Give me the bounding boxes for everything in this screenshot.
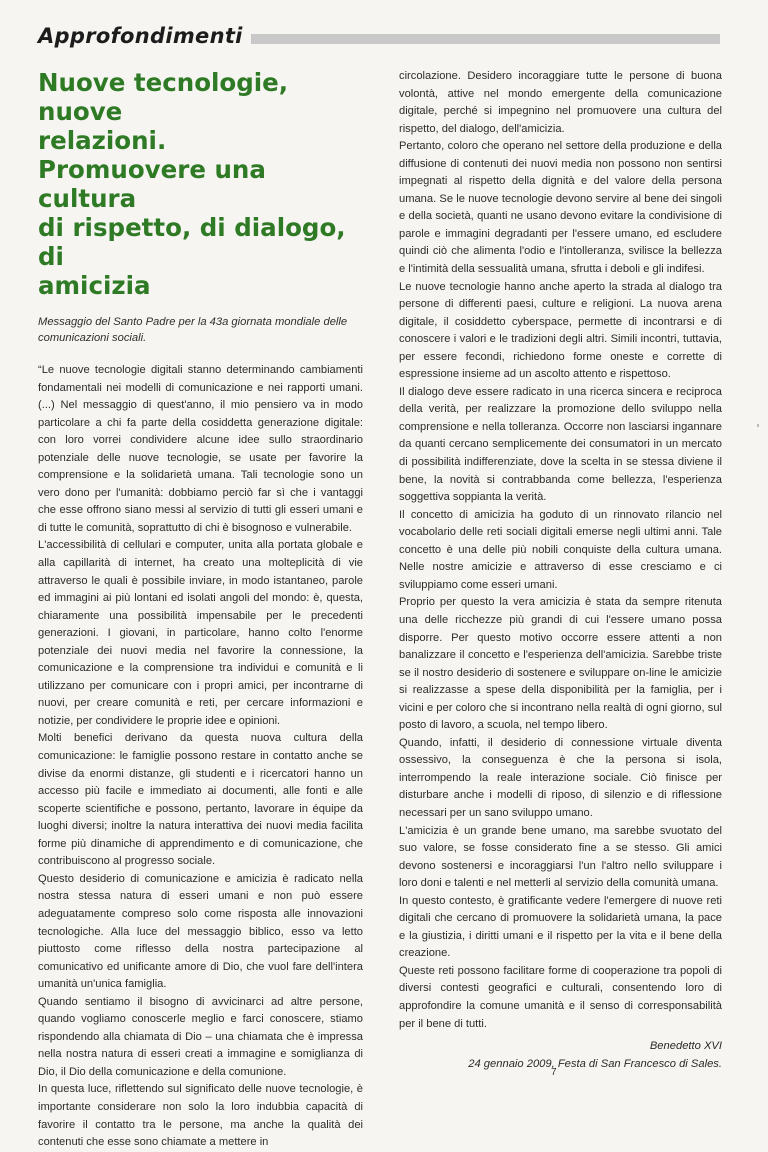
- paragraph: Il dialogo deve essere radicato in una ricerca sincera e reciproca della verità, per realizzare la promozione dello sviluppo nella comprensione e nella tolleranza. Occorre non lasciarsi ingannare da quanti cercano semplicemente dei consumatori in un mercato di possibilità indifferenziate, dove la scelta in se stessa diviene il bene, la novità si contrabbanda come bellezza, l'esperienza soggettiva soppianta la verità.: [399, 385, 722, 504]
- paragraph: “Le nuove tecnologie digitali stanno determinando cambiamenti fondamentali nei modelli di comunicazione e nei rapporti umani. (...) Nel messaggio di quest'anno, il mio pensiero va in modo particolare a chi fa parte della cosiddetta generazione digitale: con loro vorrei condividere alcune idee sullo straordinario potenziale delle nuove tecnologie, se usate per favorire la comprensione e la solidarietà umana. Tali tecnologie sono un vero dono per l'umanità: dobbiamo perciò far sì che i vantaggi che esse offrono siano messi al servizio di tutti gli esseri umani e di tutte le comunità, soprattutto di chi è bisognoso e vulnerabile.: [38, 364, 363, 534]
- paragraph: Quando sentiamo il bisogno di avvicinarci ad altre persone, quando vogliamo conoscerle meglio e farci conoscere, stiamo rispondendo alla chiamata di Dio – una chiamata che è impressa nella nostra natura di esseri creati a immagine e somiglianza di Dio, il Dio della comunicazione e della comunione.: [38, 995, 363, 1078]
- paragraph: Quando, infatti, il desiderio di connessione virtuale diventa ossessivo, la conseguenza è che la persona si isola, interrompendo la reale interazione sociale. Ciò finisce per disturbare anche i modelli di riposo, di silenzio e di riflessione necessari per un sano sviluppo umano.: [399, 736, 722, 819]
- paragraph: circolazione. Desidero incoraggiare tutte le persone di buona volontà, attive nel mondo emergente della comunicazione digitale, perché si impegnino nel promuovere una cultura del rispetto, del dialogo, dell'amicizia.: [399, 70, 722, 135]
- paragraph: L'amicizia è un grande bene umano, ma sarebbe svuotato del suo valore, se fosse considerato fine a se stesso. Gli amici devono sostenersi e incoraggiarsi l'un l'altro nello sviluppare i loro doni e talenti e nel metterli al servizio della comunità umana.: [399, 824, 722, 890]
- paragraph: Le nuove tecnologie hanno anche aperto la strada al dialogo tra persone di differenti paesi, culture e religioni. La nuova arena digitale, il cosiddetto cyberspace, permette di incontrarsi e di conoscere i valori e le tradizioni degli altri. Simili incontri, tuttavia, per essere fecondi, richiedono forme oneste e corrette di espressione insieme ad un ascolto attento e rispettoso.: [399, 280, 722, 381]
- paragraph: L'accessibilità di cellulari e computer, unita alla portata globale e alla capillarità di internet, ha creato una molteplicità di vie attraverso le quali è possibile inviare, in modo istantaneo, parole ed immagini ai più lontani ed isolati angoli del mondo: è, questa, chiaramente una possibilità impensabile per le precedenti generazioni. I giovani, in particolare, hanno colto l'enorme potenziale dei nuovi media nel favorire la connessione, la comunicazione e la comprensione tra individui e comunità e li utilizzano per comunicare con i propri amici, per incontrarne di nuovi, per creare comunità e reti, per cercare informazioni e notizie, per condividere le proprie idee e opinioni.: [38, 539, 363, 727]
- article-title: [38, 68, 363, 300]
- left-body: [38, 362, 363, 1152]
- left-column: [38, 68, 363, 1152]
- section-label: Approfondimenti: [38, 24, 251, 48]
- paragraph: In questo contesto, è gratificante vedere l'emergere di nuove reti digitali che cercano di promuovere la solidarietà umana, la pace e la giustizia, i diritti umani e il rispetto per la vita e il bene della creazione.: [399, 894, 722, 960]
- paragraph: Questo desiderio di comunicazione e amicizia è radicato nella nostra stessa natura di esseri umani e non può essere adeguatamente compreso solo come risposta alle innovazioni tecnologiche. Alla luce del messaggio biblico, esso va letto piuttosto come riflesso della nostra partecipazione al comunicativo ed unificante amore di Dio, che vuol fare dell'intera umanità un'unica famiglia.: [38, 872, 363, 991]
- right-column: [399, 68, 722, 1073]
- paragraph: Molti benefici derivano da questa nuova cultura della comunicazione: le famiglie possono restare in contatto anche se divise da enormi distanze, gli studenti e i ricercatori hanno un accesso più facile e immediato ai documenti, alle fonti e alle scoperte scientifiche e possono, pertanto, lavorare in équipe da luoghi diversi; inoltre la natura interattiva dei nuovi media facilita forme più dinamiche di apprendimento e di comunicazione, che contribuiscono al progresso sociale.: [38, 732, 363, 868]
- title-line: amicizia: [38, 271, 151, 300]
- page-number: 7: [551, 1067, 557, 1078]
- paragraph: Il concetto di amicizia ha goduto di un rinnovato rilancio nel vocabolario delle reti sociali digitali emerse negli ultimi anni. Tale concetto è una delle più nobili conquiste della cultura umana. Nelle nostre amicizie e attraverso di esse cresciamo e ci sviluppiamo come esseri umani.: [399, 508, 722, 591]
- page-header: [38, 22, 720, 52]
- scan-mark: [757, 424, 759, 427]
- title-line: di rispetto, di dialogo, di: [38, 213, 346, 271]
- paragraph: Proprio per questo la vera amicizia è stata da sempre ritenuta una delle ricchezze più grandi di cui l'essere umano possa disporre. Per questo motivo occorre essere attenti a non banalizzare il concetto e l'esperienza dell'amicizia. Sarebbe triste se il nostro desiderio di sostenere e sviluppare on-line le amicizie si realizzasse a spese della disponibilità per la famiglia, per i vicini e per coloro che si incontrano nella realtà di ogni giorno, sul posto di lavoro, a scuola, nel tempo libero.: [399, 596, 722, 732]
- article-subtitle: Messaggio del Santo Padre per la 43a giornata mondiale delle comunicazioni sociali.: [38, 316, 348, 344]
- title-line: Promuovere una cultura: [38, 155, 266, 213]
- signature: Benedetto XVI: [649, 1040, 722, 1053]
- paragraph: Pertanto, coloro che operano nel settore della produzione e della diffusione di contenuti dei nuovi media non possono non sentirsi impegnati al rispetto della dignità e del valore della persona umana. Se le nuove tecnologie devono servire al bene dei singoli e della società, quanti ne usano devono evitare la condivisione di parole e immagini degradanti per l'essere umano, ed escludere quindi ciò che alimenta l'odio e l'intolleranza, svilisce la bellezza e l'intimità della sessualità umana, sfrutta i deboli e gli indifesi.: [399, 140, 722, 276]
- paragraph: Queste reti possono facilitare forme di cooperazione tra popoli di diversi contesti geografici e culturali, consentendo loro di approfondire la comune umanità e il senso di corresponsabilità per il bene di tutti.: [399, 964, 722, 1030]
- header-rule: [238, 34, 720, 44]
- date-line: 24 gennaio 2009, Festa di San Francesco di Sales.: [468, 1057, 722, 1070]
- paragraph: In questa luce, riflettendo sul significato delle nuove tecnologie, è importante considerare non solo la loro indubbia capacità di favorire il contatto tra le persone, ma anche la qualità dei contenuti che esse sono chiamate a mettere in: [38, 1083, 363, 1149]
- right-body: [399, 68, 722, 1033]
- title-line: Nuove tecnologie, nuove: [38, 68, 289, 126]
- title-line: relazioni.: [38, 126, 167, 155]
